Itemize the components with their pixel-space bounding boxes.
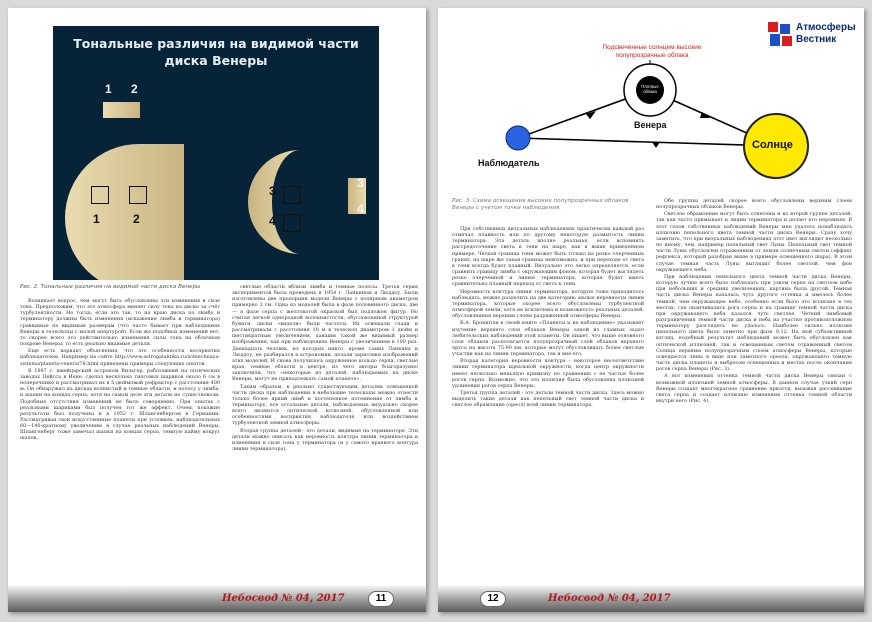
label-2-disk: 2 [133, 212, 140, 226]
logo-line-1: Атмосферы [796, 22, 856, 33]
region-marker-3 [283, 186, 301, 204]
sun-label: Солнце [752, 139, 793, 151]
figure-caption: Рис. 2. Тональные различия на видимой части диска Венеры [20, 284, 201, 290]
half-disk-left [65, 144, 184, 280]
magazine-title: Небосвод № 04, 2017 [548, 593, 671, 604]
label-4-crescent: 4 [269, 214, 276, 228]
left-footer [8, 586, 426, 612]
page-number: 12 [480, 591, 506, 607]
observer-circle [506, 126, 530, 150]
label-2: 2 [131, 82, 138, 96]
label-3-crescent: 3 [269, 184, 276, 198]
right-column-2: Обе группы деталей скорее всего обусловлены верхним слоем полупрозрачных облаков Венеры. Светлое обрамление могут быть отнесены и ко второй группе деталей, так как часто примыкает к линии терминатора и делает его неровным. В этот сезон собственных наблюдений Венеры мне удалось понаблюдать иллюзию пепельного цвета темной части диска Венеры. Сразу хочу заметить, что при визуальных наблюдениях этот цвет выглядит несколько по иному, чем, например пепельный свет Луны. Пепельный свет темной части Луны обусловлен отраженным от земли солнечным светом (эффект рефлекса, который разобран выше в примере освещенного шара). В этом случае темная часть Луны выглядит более светлой, чем фон окружающего неба. При наблюдении пепельного цвета темной части диска Венеры, которую лучше всего было наблюдать при узком серпе на светлом небе при небольших и средних увеличениях, картина была другой. Темная часть диска Венеры казалась чуть другого оттенка и имелось более темной, чем окружающее небо, особенно если было это иллюзия в тех местах, где оканчивались рога серпа и на границе темной части диска при окружающего неба казался чуть светлее. Четкий лимбовый разграничения темной части диска и неба на участке противоположном терминатору разглядеть не удалось. Наиболее сильно иллюзия пепельного цвета было заметно при фазе 0,12. На мой субъективный взгляд, подобный результат наблюдений может быть обусловлен как оптической иллюзией, так и освещенным светом отраженный светом Солнца верхним полупрозрачным слоем атмосферы Венеры, которые освещается лишь в виде или заметного ореола, окружающего темную часть диска планеты и выбросом освещенных в местах после окончания рогов серпа Венеры (Рис. 3). А вот изменения оттенка темной части диска Венеры связан с возможной иллюзией земной атмосферы. В данном случае узкий серп Венеры создает многократное сравнение яркости, вызывая рассеивание света серпа и создает иллюзию изменения оттенка темной области внутри него (Рис. 4). [656, 198, 852, 404]
observer-label: Наблюдатель [478, 158, 540, 168]
page-number: 11 [368, 591, 394, 607]
region-marker-1 [91, 186, 109, 204]
region-marker-2 [129, 186, 147, 204]
right-column-1: При собственных визуальных наблюдениях практически каждый раз отмечал плавность или по другому некоторую размытость линии терминатора. Эта деталь вполне реальная, если вспомнить рассредоточение света в тени на шаре, как в выше приведенном примере. Четкая граница тени может быть только на резко очерченных гранях, на шаре же такая граница невозможна, и при переходе от света к тени всегда будет плавный. Визуально это легко определяется, если сравнить границу лимба с окружающим фоном, которая будет выглядеть резко очерченной и линию терминатора, которая будет иметь сравнительно плавный переход от света к тени. Неровность контура линии терминатора, которую тоже приходилось наблюдать, можно разделить на две категории: малые неровности линии терминатора, которые скорее всего обусловлены турбулентной атмосферой земли, хотя не исключена и возможность реальных деталей, обусловленных верхним слоем разряженной атмосферы Венеры. В.А. Бронштэн в своей книге «Планеты и их наблюдение» указывает изучение верхнего слоя облаков Венеры одной из главных задач любительских наблюдений этой планеты. Он пишет, что выше основного слоя облаков располагается полупрозрачный слой облаков верхнего яруса на высоте 75-90 км, которые могут обусловливать более светлые участки как на линии терминатора, так и вне его. Вторая категория неровности контура - некоторое несоответствие линии терминатора идеальной окружности, когда центр окружности имеет несколько меньшую кривизну по сравнению с ее частью более рогов серпа. Возможно, что эта иллюзия была обусловлена иллюзией удлинения рогов серпа Венеры. Третья группа деталей - это детали темной части диска. Здесь можно выделить такие детали как пепельный свет темной части диска и светлое обрамление (ореол) всей линии терминатора. [452, 226, 644, 409]
figure-title: Тональные различия на видимой части диска Венеры [73, 36, 359, 68]
region-marker-4 [283, 214, 301, 232]
venus-label: Венера [634, 120, 667, 130]
label-1-disk: 1 [93, 212, 100, 226]
figure-caption: Рис. 3. Схема освещения высоких полупрозрачных облаков Венеры с учетом точки наблюдения. [452, 198, 629, 211]
right-footer [438, 586, 864, 612]
dense-clouds-label: Плотные облака [641, 84, 659, 94]
left-page [8, 8, 426, 612]
label-4: 4 [357, 202, 364, 216]
label-1: 1 [105, 82, 112, 96]
left-column-2: светлые области вблизи лимба и темные полосы. Третья серия экспериментов была проведена в 1954 г. Ланкином и Люддоу. Были изготовлены две пропорции модели Венеры с полярным диаметром примерно 3 см. Одна из моделей была в фазе половинного диска, две — в фазе серпа с желтоватой окраской был подложен фигур. Но считая легкой однородной волокнистости, обусловленной структурой бумаги, диски «видели» были частоты. Их освещали сзади и рассматривали с расстояния 10 м в телескоп диаметром 1 дюйм и шестикратным увеличением, давшим такой же видимый размер изображения, как при наблюдениях Венеры с увеличением в 100 раз. Двенадцать человек, из которых никто, кроме самих Ланкина и Люддоу, не разбирался в астрономии, делали зарисовки изображений этих моделей. И снова получилось окруженное кольцо серпа, светлые края, темные области в центре, из чего авторы благоразумно заключили, что «некоторые из деталей, наблюдаемых на диске Венеры, могут не принадлежать самой планете». Таким образом, к реально существующим деталям освещенной части диска при наблюдении в небольшие телескопы можно отнести только более яркий лимб и постепенное потемнение от лимба к терминатору, все остальные детали, наблюдаемые визуально скорее всего являются оптической иллюзией, обусловленной или особенностями восприятия наблюдателя или воздействием турбулентной земной атмосферы. Вторая группа деталей - это детали, видимые на терминаторе. Эти детали можно описать как неровность контура линии терминатора и изменения в силе тона у терминатора (и у самого краевого контура линии терминатора). [232, 284, 418, 453]
magazine-title: Небосвод № 04, 2017 [222, 593, 345, 604]
right-page [438, 8, 864, 612]
high-clouds-label: Подсвеченные солнцем высокие полупрозрачные облака [602, 44, 702, 59]
venus-disk-drawings [53, 26, 379, 280]
illumination-diagram [438, 8, 864, 208]
label-3: 3 [357, 176, 364, 190]
left-column-1: Возникает вопрос, чем могут быть обусловлены эти изменения в силе тона. Предположим, что это атмосфера меняет силу тона на диске за счёт турбулентности. Но тогда, если это так, то на краю диска по лимбу и терминатору должны быть изменения (искажения лимба и терминатора) сравнимые по видимым размерам (что часто бывает при наблюдениях Венеры в телескопы с малой апертурой). Если же подобных изменений нет, то скорее всего это действительно изменения силы тона на облачном покрове Венеры, то есть реально видимые детали. Еще есть вариант объяснения, что это особенности восприятия наблюдателем. Например на сайте http://www.astrogalaktika.ru/solnechnaya-sistema/planeta-venera/78.html приведены примеры следующих опытов. В 1897 г. швейцарский астроном Вильгер, работавший на оптических заводах Цейсса в Иене, сделал несколько гипсовых шариков около 6 см в поперечнике и рассматривал их в 5-дюймовый рефрактор с расстояния 400 м. Он обнаружил на дисках волнистый и темные области, и полосу у лимба, и шапки на концах серпа, хотя на самом деле эти детали не существовали. Подобные отсутствия изменений не было совершенно. При опытах с реальными шариками был получен тот же эффект. Очень похожие результаты был получены и в 1952 г. Шлангенбергом в Германии. Рассматривая свои искусственные планеты при условиях, наблюдательных 60—140-кратному увеличению в случае реальных наблюдений Венеры, Шпангенберг тоже замечал шапки на концах серпа, темную кайму вокруг шапок, [20, 298, 220, 442]
tone-strip-1-2 [103, 102, 140, 118]
logo-line-2: Вестник [796, 34, 837, 45]
venus-tone-figure [53, 26, 379, 280]
